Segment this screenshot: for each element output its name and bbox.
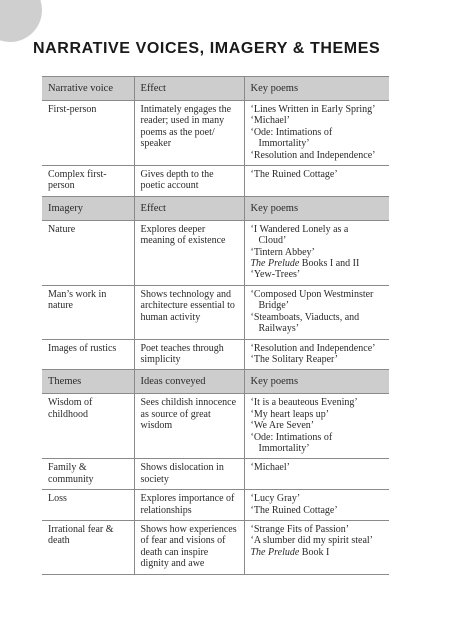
page-corner-tab (0, 0, 42, 42)
poem-line: ‘Yew-Trees’ (250, 269, 301, 281)
row-label-cell: Images of rustics (42, 339, 134, 370)
row-description-cell: Shows how experiences of fear and visions of death can inspire dignity and awe (134, 520, 244, 574)
row-label-cell: Man’s work in nature (42, 285, 134, 339)
poem-line: ‘Strange Fits of Passion’ (250, 523, 350, 535)
column-header: Themes (42, 370, 134, 394)
poem-line: ‘We Are Seven’ (250, 420, 315, 432)
table-row (42, 459, 389, 490)
column-header: Key poems (244, 196, 389, 220)
row-description-cell: Shows dislocation in society (134, 459, 244, 490)
row-label-cell: Irrational fear & death (42, 520, 134, 574)
poem-line: ‘A slumber did my spirit steal’ (250, 535, 373, 547)
table-row (42, 394, 389, 459)
row-description-cell: Shows technology and architecture essential to human activity (134, 285, 244, 339)
column-header: Key poems (244, 370, 389, 394)
poem-line: ‘Michael’ (250, 115, 290, 127)
key-poems-cell (244, 285, 389, 339)
key-poems-cell (244, 339, 389, 370)
poem-line: ‘Lines Written in Early Spring’ (250, 104, 376, 115)
poem-line: ‘Tintern Abbey’ (250, 246, 315, 258)
row-description-cell: Intimately engages the reader; used in many poems as the poet/ speaker (134, 101, 244, 166)
poem-line: ‘It is a beauteous Evening’ (250, 397, 358, 409)
key-poems-cell (244, 520, 389, 574)
poem-line: ‘My heart leaps up’ (250, 408, 330, 420)
column-header: Imagery (42, 196, 134, 220)
column-header: Narrative voice (42, 77, 134, 101)
key-poems-cell (244, 166, 389, 197)
table-row (42, 490, 389, 521)
poem-line (251, 258, 384, 269)
poem-line: Immortality’ (258, 138, 310, 150)
poem-line: ‘Composed Upon Westminster (250, 288, 374, 300)
row-label-cell: First-person (42, 101, 134, 166)
row-label-cell: Wisdom of childhood (42, 394, 134, 459)
row-label-cell: Complex first-person (42, 166, 134, 197)
column-header: Effect (134, 77, 244, 101)
poem-line: ‘The Ruined Cottage’ (250, 169, 338, 181)
column-header: Ideas conveyed (134, 370, 244, 394)
row-description-cell: Sees childish innocence as source of great wisdom (134, 394, 244, 459)
poem-line: Immortality’ (258, 442, 310, 454)
poem-line: ‘Ode: Intimations of (250, 126, 333, 138)
page-title: NARRATIVE VOICES, IMAGERY & THEMES (33, 40, 381, 57)
poem-text: Books I and II (299, 258, 360, 270)
poem-line: Cloud’ (258, 235, 287, 247)
poem-line: ‘Michael’ (250, 462, 290, 474)
poem-line: ‘Resolution and Independence’ (250, 149, 376, 161)
key-poems-cell (244, 220, 389, 285)
key-poems-cell (244, 394, 389, 459)
poem-line: Railways’ (258, 323, 300, 335)
poem-line: ‘The Solitary Reaper’ (250, 353, 339, 365)
poem-line: ‘Resolution and Independence’ (250, 342, 376, 354)
column-header: Key poems (244, 77, 389, 101)
key-poems-cell (244, 490, 389, 521)
row-label-cell: Loss (42, 490, 134, 521)
row-description-cell: Gives depth to the poetic account (134, 166, 244, 197)
table-row (42, 101, 389, 166)
poem-line: ‘I Wandered Lonely as a (250, 223, 349, 235)
poem-line: ‘Ode: Intimations of (250, 431, 333, 443)
row-label-cell: Family & community (42, 459, 134, 490)
section-header-row (42, 196, 389, 220)
row-description-cell: Explores importance of relationships (134, 490, 244, 521)
column-header: Effect (134, 196, 244, 220)
table-row (42, 220, 389, 285)
section-header-row (42, 370, 389, 394)
poem-title-italic: The Prelude (250, 546, 300, 558)
key-poems-cell (244, 101, 389, 166)
row-label-cell: Nature (42, 220, 134, 285)
row-description-cell: Explores deeper meaning of existence (134, 220, 244, 285)
key-poems-cell (244, 459, 389, 490)
table-row (42, 285, 389, 339)
table-row (42, 339, 389, 370)
themes-table-body (42, 77, 389, 575)
poem-line: ‘The Ruined Cottage’ (250, 504, 338, 516)
poem-line: ‘Lucy Gray’ (250, 493, 301, 505)
row-description-cell: Poet teaches through simplicity (134, 339, 244, 370)
table-row (42, 520, 389, 574)
section-header-row (42, 77, 389, 101)
poem-title-italic: The Prelude (250, 258, 300, 270)
poem-line: ‘Steamboats, Viaducts, and (250, 311, 360, 323)
table-row (42, 166, 389, 197)
poem-text: Book I (299, 546, 330, 558)
poem-line: Bridge’ (258, 300, 290, 312)
poem-line (251, 547, 384, 558)
themes-table (42, 76, 389, 575)
